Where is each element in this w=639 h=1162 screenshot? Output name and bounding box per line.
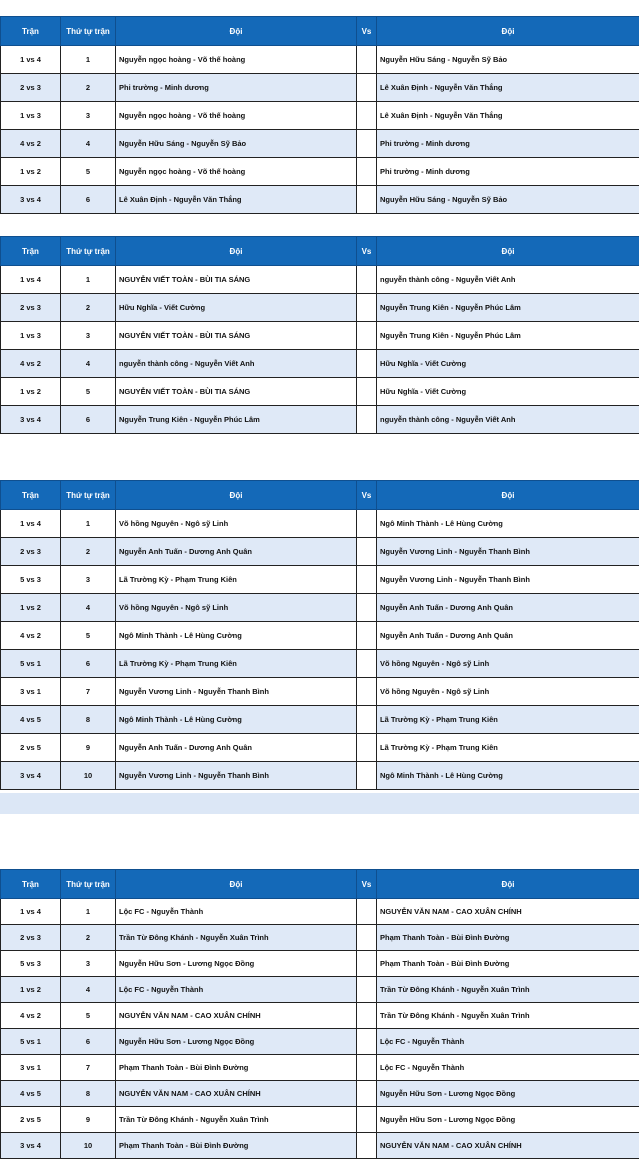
team-2-cell: Phi trường - Minh dương — [377, 158, 639, 186]
table-row — [1, 378, 639, 406]
table-header-row — [1, 237, 639, 266]
team-1-cell: NGUYỄN VIẾT TOÀN - BÙI TIA SÁNG — [116, 378, 357, 406]
order-cell: 4 — [61, 594, 116, 622]
match-cell: 3 vs 4 — [1, 406, 61, 434]
table-header-row — [1, 870, 639, 899]
team-2-cell: Nguyễn Trung Kiên - Nguyễn Phúc Lâm — [377, 294, 639, 322]
team-1-cell: Lộc FC - Nguyễn Thành — [116, 899, 357, 925]
team-1-cell: NGUYỄN VIẾT TOÀN - BÙI TIA SÁNG — [116, 322, 357, 350]
vs-cell — [357, 538, 377, 566]
header-doi-1: Đội — [116, 237, 357, 266]
table-row — [1, 1055, 639, 1081]
header-tran: Trận — [1, 870, 61, 899]
match-cell: 2 vs 3 — [1, 925, 61, 951]
order-cell: 3 — [61, 566, 116, 594]
match-cell: 5 vs 3 — [1, 566, 61, 594]
header-doi-2: Đội — [377, 481, 639, 510]
vs-cell — [357, 130, 377, 158]
team-2-cell: Lộc FC - Nguyễn Thành — [377, 1055, 639, 1081]
team-1-cell: Nguyễn Hữu Sơn - Lương Ngọc Đồng — [116, 951, 357, 977]
vs-cell — [357, 566, 377, 594]
team-1-cell: Hữu Nghĩa - Viết Cường — [116, 294, 357, 322]
team-1-cell: Lã Trường Kỳ - Phạm Trung Kiên — [116, 650, 357, 678]
team-2-cell: Nguyễn Anh Tuấn - Dương Anh Quân — [377, 622, 639, 650]
team-2-cell: Nguyễn Vương Linh - Nguyễn Thanh Bình — [377, 566, 639, 594]
order-cell: 9 — [61, 734, 116, 762]
vs-cell — [357, 706, 377, 734]
table-row — [1, 622, 639, 650]
match-cell: 3 vs 4 — [1, 762, 61, 790]
schedule-table-4 — [0, 869, 639, 1159]
team-2-cell: Lê Xuân Định - Nguyễn Văn Thắng — [377, 102, 639, 130]
table-row — [1, 706, 639, 734]
team-2-cell: Lộc FC - Nguyễn Thành — [377, 1029, 639, 1055]
match-cell: 4 vs 2 — [1, 350, 61, 378]
table-row — [1, 762, 639, 790]
vs-cell — [357, 977, 377, 1003]
order-cell: 4 — [61, 350, 116, 378]
team-1-cell: Võ hồng Nguyên - Ngô sỹ Linh — [116, 510, 357, 538]
order-cell: 4 — [61, 977, 116, 1003]
order-cell: 1 — [61, 266, 116, 294]
team-2-cell: Nguyễn Hữu Sơn - Lương Ngọc Đồng — [377, 1081, 639, 1107]
vs-cell — [357, 378, 377, 406]
order-cell: 3 — [61, 322, 116, 350]
table-row — [1, 951, 639, 977]
match-cell: 4 vs 5 — [1, 1081, 61, 1107]
header-vs: Vs — [357, 870, 377, 899]
header-vs: Vs — [357, 17, 377, 46]
header-doi-2: Đội — [377, 237, 639, 266]
team-1-cell: Phạm Thanh Toàn - Bùi Đình Đường — [116, 1055, 357, 1081]
header-vs: Vs — [357, 237, 377, 266]
header-doi-2: Đội — [377, 870, 639, 899]
order-cell: 7 — [61, 1055, 116, 1081]
team-1-cell: NGUYỄN VĂN NAM - CAO XUÂN CHÍNH — [116, 1081, 357, 1107]
order-cell: 4 — [61, 130, 116, 158]
vs-cell — [357, 734, 377, 762]
vs-cell — [357, 294, 377, 322]
vs-cell — [357, 322, 377, 350]
match-cell: 2 vs 3 — [1, 74, 61, 102]
header-thu-tu: Thứ tự trận — [61, 481, 116, 510]
match-cell: 1 vs 4 — [1, 899, 61, 925]
table-row — [1, 294, 639, 322]
vs-cell — [357, 74, 377, 102]
vs-cell — [357, 1081, 377, 1107]
order-cell: 1 — [61, 510, 116, 538]
team-1-cell: nguyễn thành công - Nguyễn Viết Anh — [116, 350, 357, 378]
match-cell: 2 vs 3 — [1, 538, 61, 566]
order-cell: 5 — [61, 622, 116, 650]
team-2-cell: Ngô Minh Thành - Lê Hùng Cường — [377, 762, 639, 790]
match-cell: 1 vs 4 — [1, 510, 61, 538]
table-row — [1, 977, 639, 1003]
header-vs: Vs — [357, 481, 377, 510]
schedule-table-2 — [0, 236, 639, 434]
team-1-cell: NGUYỄN VIẾT TOÀN - BÙI TIA SÁNG — [116, 266, 357, 294]
header-thu-tu: Thứ tự trận — [61, 17, 116, 46]
team-2-cell: NGUYỄN VĂN NAM - CAO XUÂN CHÍNH — [377, 1133, 639, 1159]
match-cell: 4 vs 2 — [1, 130, 61, 158]
order-cell: 2 — [61, 74, 116, 102]
table-row — [1, 74, 639, 102]
team-2-cell: Lê Xuân Định - Nguyễn Văn Thắng — [377, 74, 639, 102]
match-cell: 5 vs 1 — [1, 1029, 61, 1055]
match-cell: 4 vs 2 — [1, 1003, 61, 1029]
match-cell: 5 vs 1 — [1, 650, 61, 678]
table-row — [1, 925, 639, 951]
team-1-cell: Ngô Minh Thành - Lê Hùng Cường — [116, 622, 357, 650]
team-1-cell: Trần Từ Đông Khánh - Nguyễn Xuân Trình — [116, 925, 357, 951]
team-2-cell: Nguyễn Vương Linh - Nguyễn Thanh Bình — [377, 538, 639, 566]
order-cell: 5 — [61, 378, 116, 406]
team-2-cell: NGUYỄN VĂN NAM - CAO XUÂN CHÍNH — [377, 899, 639, 925]
vs-cell — [357, 622, 377, 650]
table-header-row — [1, 481, 639, 510]
match-cell: 3 vs 4 — [1, 186, 61, 214]
order-cell: 5 — [61, 158, 116, 186]
header-tran: Trận — [1, 237, 61, 266]
vs-cell — [357, 951, 377, 977]
order-cell: 3 — [61, 102, 116, 130]
team-2-cell: Trần Từ Đông Khánh - Nguyễn Xuân Trình — [377, 977, 639, 1003]
match-cell: 3 vs 1 — [1, 1055, 61, 1081]
order-cell: 3 — [61, 951, 116, 977]
match-cell: 1 vs 4 — [1, 266, 61, 294]
table-row — [1, 102, 639, 130]
team-2-cell: Nguyễn Hữu Sáng - Nguyễn Sỹ Bảo — [377, 46, 639, 74]
team-2-cell: nguyễn thành công - Nguyễn Viết Anh — [377, 266, 639, 294]
table-header-row — [1, 17, 639, 46]
order-cell: 9 — [61, 1107, 116, 1133]
separator-band — [0, 793, 639, 814]
vs-cell — [357, 1055, 377, 1081]
match-cell: 1 vs 2 — [1, 158, 61, 186]
table-row — [1, 1081, 639, 1107]
team-2-cell: Lã Trường Kỳ - Phạm Trung Kiên — [377, 734, 639, 762]
table-row — [1, 266, 639, 294]
team-1-cell: Nguyễn Vương Linh - Nguyễn Thanh Bình — [116, 762, 357, 790]
vs-cell — [357, 1003, 377, 1029]
match-cell: 5 vs 3 — [1, 951, 61, 977]
match-cell: 4 vs 2 — [1, 622, 61, 650]
header-tran: Trận — [1, 481, 61, 510]
schedule-table-3 — [0, 480, 639, 790]
table-row — [1, 678, 639, 706]
team-2-cell: Hữu Nghĩa - Viết Cường — [377, 350, 639, 378]
order-cell: 2 — [61, 925, 116, 951]
header-doi-2: Đội — [377, 17, 639, 46]
table-row — [1, 734, 639, 762]
team-1-cell: Nguyễn Vương Linh - Nguyễn Thanh Bình — [116, 678, 357, 706]
vs-cell — [357, 1029, 377, 1055]
table-row — [1, 650, 639, 678]
table-row — [1, 186, 639, 214]
team-2-cell: nguyễn thành công - Nguyễn Viết Anh — [377, 406, 639, 434]
order-cell: 10 — [61, 1133, 116, 1159]
vs-cell — [357, 899, 377, 925]
vs-cell — [357, 186, 377, 214]
order-cell: 8 — [61, 1081, 116, 1107]
vs-cell — [357, 102, 377, 130]
order-cell: 6 — [61, 186, 116, 214]
team-2-cell: Võ hồng Nguyên - Ngô sỹ Linh — [377, 678, 639, 706]
team-2-cell: Lã Trường Kỳ - Phạm Trung Kiên — [377, 706, 639, 734]
team-1-cell: Ngô Minh Thành - Lê Hùng Cường — [116, 706, 357, 734]
table-row — [1, 406, 639, 434]
order-cell: 6 — [61, 1029, 116, 1055]
table-row — [1, 46, 639, 74]
table-row — [1, 350, 639, 378]
match-cell: 1 vs 4 — [1, 46, 61, 74]
table-row — [1, 130, 639, 158]
team-1-cell: Nguyễn ngọc hoàng - Võ thế hoàng — [116, 102, 357, 130]
vs-cell — [357, 650, 377, 678]
vs-cell — [357, 1133, 377, 1159]
table-row — [1, 1133, 639, 1159]
header-tran: Trận — [1, 17, 61, 46]
team-2-cell: Nguyễn Hữu Sơn - Lương Ngọc Đồng — [377, 1107, 639, 1133]
table-row — [1, 322, 639, 350]
team-1-cell: Nguyễn ngọc hoàng - Võ thế hoàng — [116, 46, 357, 74]
team-1-cell: Nguyễn ngọc hoàng - Võ thế hoàng — [116, 158, 357, 186]
vs-cell — [357, 350, 377, 378]
match-cell: 1 vs 2 — [1, 378, 61, 406]
team-2-cell: Trần Từ Đông Khánh - Nguyễn Xuân Trình — [377, 1003, 639, 1029]
vs-cell — [357, 594, 377, 622]
vs-cell — [357, 510, 377, 538]
match-cell: 3 vs 4 — [1, 1133, 61, 1159]
order-cell: 6 — [61, 650, 116, 678]
vs-cell — [357, 406, 377, 434]
vs-cell — [357, 678, 377, 706]
vs-cell — [357, 1107, 377, 1133]
order-cell: 5 — [61, 1003, 116, 1029]
order-cell: 1 — [61, 46, 116, 74]
team-1-cell: Nguyễn Hữu Sáng - Nguyễn Sỹ Bảo — [116, 130, 357, 158]
match-cell: 1 vs 3 — [1, 322, 61, 350]
team-1-cell: Nguyễn Anh Tuấn - Dương Anh Quân — [116, 734, 357, 762]
table-row — [1, 566, 639, 594]
team-1-cell: Nguyễn Anh Tuấn - Dương Anh Quân — [116, 538, 357, 566]
order-cell: 7 — [61, 678, 116, 706]
vs-cell — [357, 158, 377, 186]
table-row — [1, 594, 639, 622]
team-1-cell: NGUYỄN VĂN NAM - CAO XUÂN CHÍNH — [116, 1003, 357, 1029]
order-cell: 8 — [61, 706, 116, 734]
header-doi-1: Đội — [116, 17, 357, 46]
vs-cell — [357, 46, 377, 74]
match-cell: 2 vs 5 — [1, 1107, 61, 1133]
team-2-cell: Phạm Thanh Toàn - Bùi Đình Đường — [377, 925, 639, 951]
team-2-cell: Hữu Nghĩa - Viết Cường — [377, 378, 639, 406]
team-1-cell: Nguyễn Hữu Sơn - Lương Ngọc Đồng — [116, 1029, 357, 1055]
table-row — [1, 158, 639, 186]
table-row — [1, 510, 639, 538]
match-cell: 1 vs 3 — [1, 102, 61, 130]
vs-cell — [357, 266, 377, 294]
team-1-cell: Lộc FC - Nguyễn Thành — [116, 977, 357, 1003]
team-2-cell: Phi trường - Minh dương — [377, 130, 639, 158]
header-thu-tu: Thứ tự trận — [61, 237, 116, 266]
team-1-cell: Lã Trường Kỳ - Phạm Trung Kiên — [116, 566, 357, 594]
team-2-cell: Ngô Minh Thành - Lê Hùng Cường — [377, 510, 639, 538]
table-row — [1, 538, 639, 566]
team-2-cell: Nguyễn Hữu Sáng - Nguyễn Sỹ Bảo — [377, 186, 639, 214]
team-1-cell: Phi trường - Minh dương — [116, 74, 357, 102]
team-1-cell: Trần Từ Đông Khánh - Nguyễn Xuân Trình — [116, 1107, 357, 1133]
header-doi-1: Đội — [116, 870, 357, 899]
team-1-cell: Lê Xuân Định - Nguyễn Văn Thắng — [116, 186, 357, 214]
vs-cell — [357, 762, 377, 790]
team-1-cell: Phạm Thanh Toàn - Bùi Đình Đường — [116, 1133, 357, 1159]
order-cell: 1 — [61, 899, 116, 925]
match-cell: 4 vs 5 — [1, 706, 61, 734]
order-cell: 2 — [61, 294, 116, 322]
schedule-table-1 — [0, 16, 639, 214]
vs-cell — [357, 925, 377, 951]
table-row — [1, 899, 639, 925]
team-2-cell: Phạm Thanh Toàn - Bùi Đình Đường — [377, 951, 639, 977]
team-1-cell: Võ hồng Nguyên - Ngô sỹ Linh — [116, 594, 357, 622]
table-row — [1, 1003, 639, 1029]
match-cell: 1 vs 2 — [1, 977, 61, 1003]
team-2-cell: Nguyễn Anh Tuấn - Dương Anh Quân — [377, 594, 639, 622]
team-2-cell: Nguyễn Trung Kiên - Nguyễn Phúc Lâm — [377, 322, 639, 350]
team-1-cell: Nguyễn Trung Kiên - Nguyễn Phúc Lâm — [116, 406, 357, 434]
table-row — [1, 1107, 639, 1133]
match-cell: 3 vs 1 — [1, 678, 61, 706]
match-cell: 1 vs 2 — [1, 594, 61, 622]
header-doi-1: Đội — [116, 481, 357, 510]
match-cell: 2 vs 5 — [1, 734, 61, 762]
order-cell: 2 — [61, 538, 116, 566]
order-cell: 6 — [61, 406, 116, 434]
order-cell: 10 — [61, 762, 116, 790]
table-row — [1, 1029, 639, 1055]
team-2-cell: Võ hồng Nguyên - Ngô sỹ Linh — [377, 650, 639, 678]
header-thu-tu: Thứ tự trận — [61, 870, 116, 899]
match-cell: 2 vs 3 — [1, 294, 61, 322]
